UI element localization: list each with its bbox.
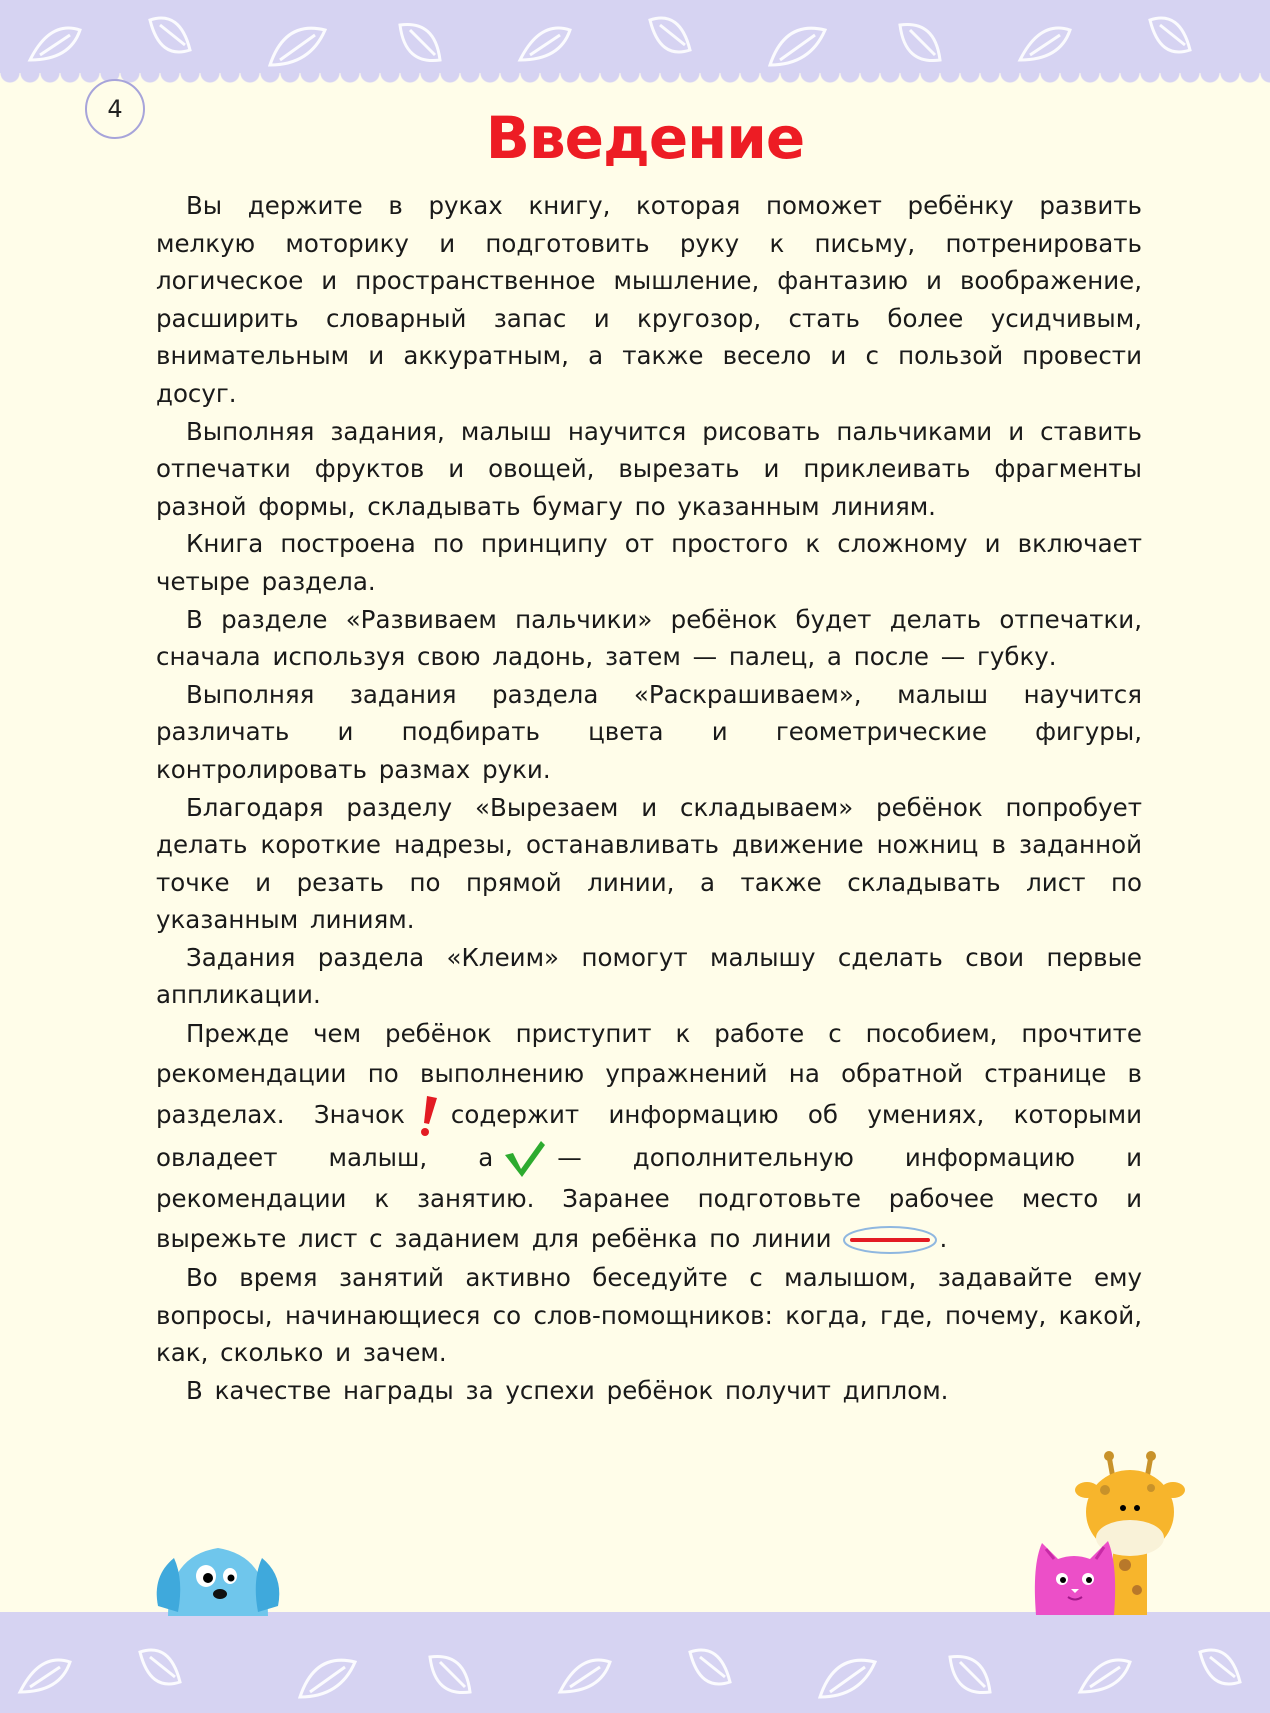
paragraph: Выполняя задания, малыш научится рисовать пальчиками и ставить отпечатки фруктов и овощей, вырезать и приклеивать фрагменты разной формы, складывать бумагу по указанным линиям.: [156, 416, 1142, 521]
checkmark-icon: [503, 1139, 547, 1179]
icon-paragraph-part3: — дополнительную информацию и рекомендации к занятию. Заранее подготовьте рабочее место и вырежьте лист с заданием для ребёнка по линии: [156, 1143, 1142, 1254]
icon-paragraph-part2: содержит информацию об умениях, которыми овладеет малыш, а: [156, 1100, 1142, 1173]
icon-paragraph-part4: .: [939, 1224, 948, 1254]
leaf-pattern-top: [0, 0, 1270, 84]
paragraph: В качестве награды за успехи ребёнок получит диплом.: [186, 1375, 949, 1405]
dog-illustration: [148, 1536, 288, 1616]
paragraph: В разделе «Развиваем пальчики» ребёнок будет делать отпечатки, сначала используя свою ладонь, затем — палец, а после — губку.: [156, 604, 1142, 672]
exclamation-icon: [415, 1094, 441, 1138]
paragraph-with-icons: [156, 1014, 1142, 1259]
paragraph: Вы держите в руках книгу, которая поможет ребёнку развить мелкую моторику и подготовить руку к письму, потренировать логическое и пространственное мышление, фантазию и воображение, расширить словарный запас и кругозор, стать более усидчивым, внимательным и аккуратным, а также весело и с пользой провести досуг.: [156, 191, 1142, 408]
cut-line-icon: [842, 1224, 938, 1256]
paragraph: Книга построена по принципу от простого к сложному и включает четыре раздела.: [156, 529, 1142, 596]
paragraph: Благодаря разделу «Вырезаем и складываем» ребёнок попробует делать короткие надрезы, останавливать движение ножниц в заданной точке и резать по прямой линии, а также складывать лист по указанным линиям.: [156, 792, 1142, 935]
page-number: 4: [85, 79, 145, 139]
paragraph: Выполняя задания раздела «Раскрашиваем», малыш научится различать и подбирать цвета и геометрические фигуры, контролировать размах руки.: [156, 679, 1142, 784]
paragraph: Во время занятий активно беседуйте с малышом, задавайте ему вопросы, начинающиеся со слов-помощников: когда, где, почему, какой, как, сколько и зачем.: [156, 1263, 1142, 1368]
page-title: Введение: [485, 104, 805, 172]
cat-illustration: [1028, 1535, 1120, 1615]
icon-paragraph-part1: Прежде чем ребёнок приступит к работе с пособием, прочтите рекомендации по выполнению упражнений на обратной странице в разделах. Значок: [156, 1019, 1142, 1130]
introduction-text: [156, 187, 1142, 1409]
top-decorative-band: [0, 0, 1270, 84]
paragraph: Задания раздела «Клеим» помогут малышу сделать свои первые аппликации.: [156, 942, 1142, 1010]
leaf-pattern-bottom: [0, 1612, 1270, 1713]
bottom-decorative-band: [0, 1612, 1270, 1713]
